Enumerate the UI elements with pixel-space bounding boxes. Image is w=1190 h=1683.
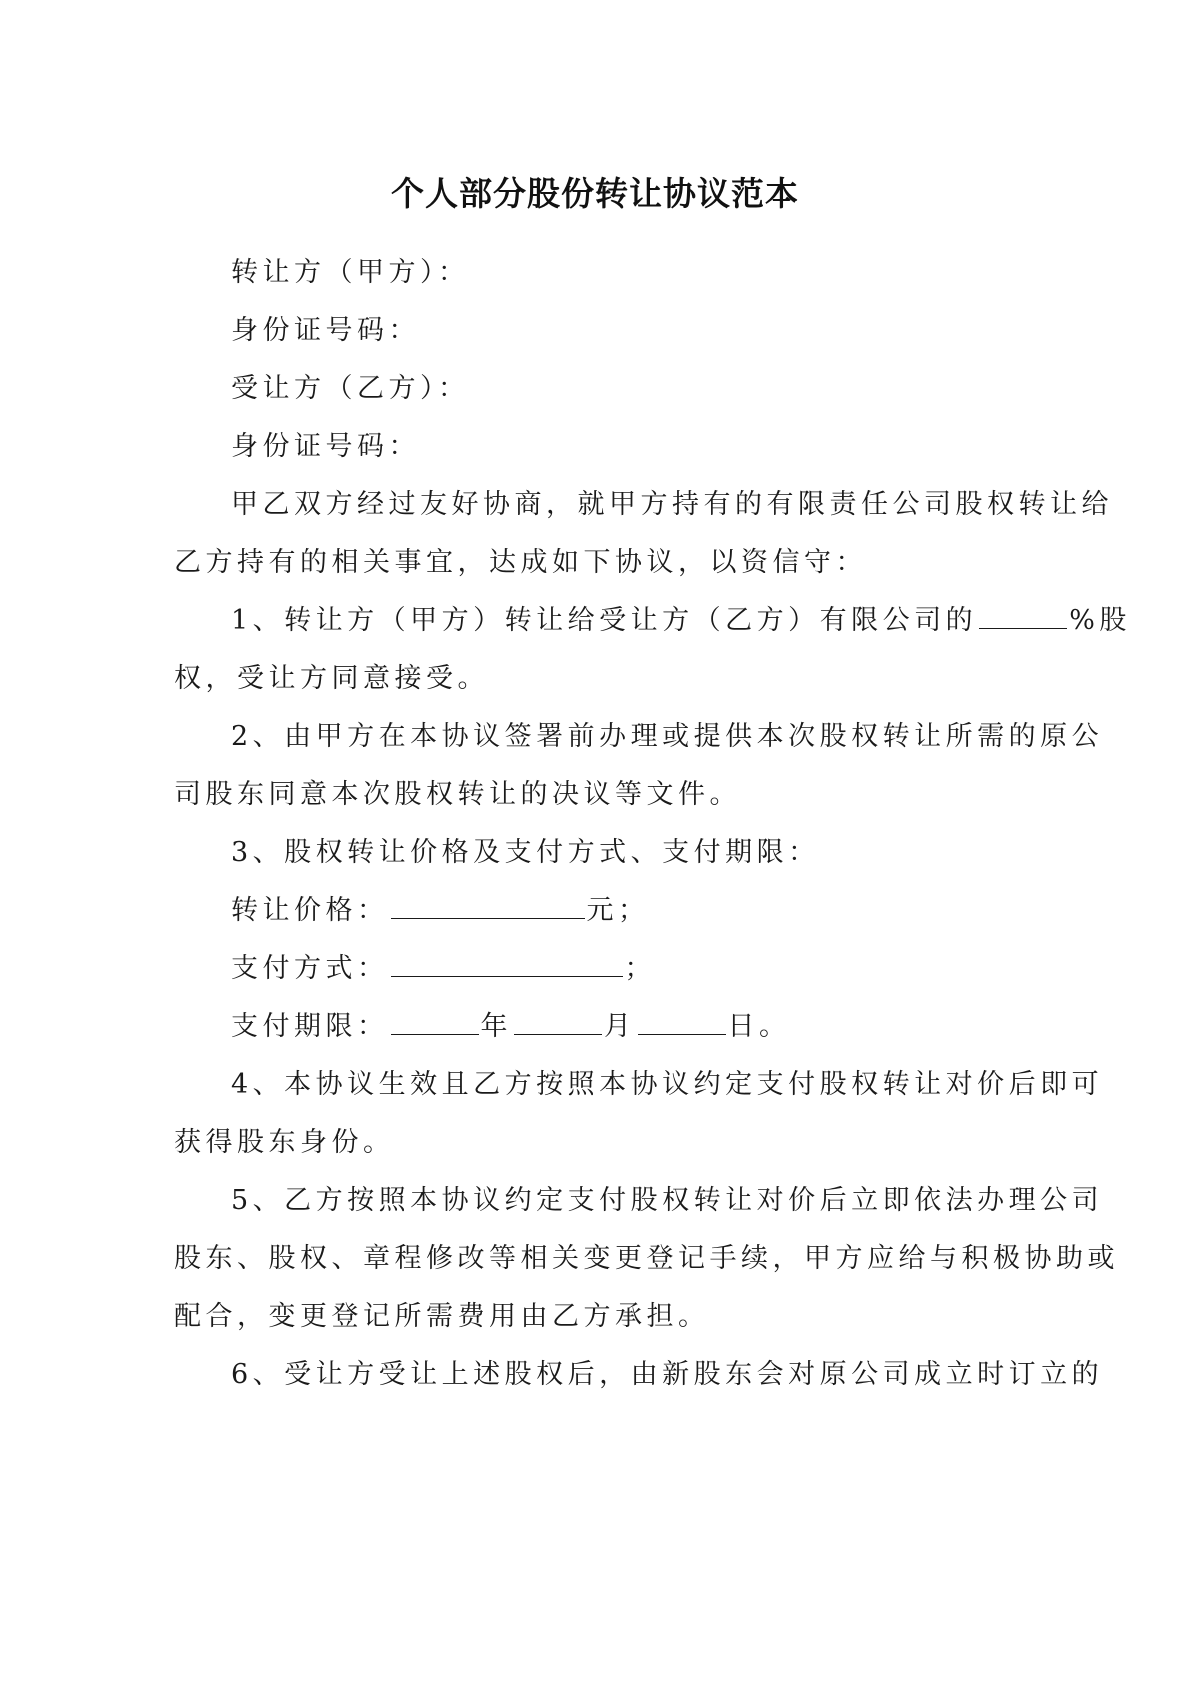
transferee-field: 受让方（乙方）： — [231, 373, 470, 404]
clause-6-line-1: 6、受让方受让上述股权后，由新股东会对原公司成立时订立的 — [231, 1359, 1104, 1390]
transferor-field: 转让方（甲方）： — [231, 257, 470, 288]
clause-3-line-1: 3、股权转让价格及支付方式、支付期限： — [231, 837, 820, 868]
year-label: 年 — [480, 1011, 512, 1042]
deadline-label: 支付期限： — [231, 1011, 389, 1042]
deadline-line — [231, 1004, 791, 1043]
share-percent-blank — [979, 602, 1067, 629]
price-line — [231, 888, 650, 927]
transferor-id-field: 身份证号码： — [231, 315, 420, 346]
clause-1-line-2: 权，受让方同意接受。 — [174, 663, 489, 694]
price-unit: 元； — [586, 895, 650, 926]
price-label: 转让价格： — [231, 895, 389, 926]
clause-2-line-2: 司股东同意本次股权转让的决议等文件。 — [174, 779, 741, 810]
clause-4-line-1: 4、本协议生效且乙方按照本协议约定支付股权转让对价后即可 — [231, 1069, 1104, 1100]
intro-line-1: 甲乙双方经过友好协商，就甲方持有的有限责任公司股权转让给 — [231, 489, 1113, 520]
clause-1-text: 1、转让方（甲方）转让给受让方（乙方）有限公司的 — [231, 605, 978, 636]
clause-5-line-3: 配合，变更登记所需费用由乙方承担。 — [174, 1301, 710, 1332]
method-blank — [391, 950, 623, 977]
clause-1-percent-text: %股 — [1069, 605, 1131, 636]
clause-2-line-1: 2、由甲方在本协议签署前办理或提供本次股权转让所需的原公 — [231, 721, 1104, 752]
clause-5-line-1: 5、乙方按照本协议约定支付股权转让对价后立即依法办理公司 — [231, 1185, 1104, 1216]
price-blank — [391, 892, 585, 919]
year-blank — [391, 1008, 479, 1035]
clause-1-line-1 — [231, 598, 1131, 637]
method-end: ； — [624, 953, 656, 984]
document-title: 个人部分股份转让协议范本 — [391, 174, 799, 213]
transferee-id-field: 身份证号码： — [231, 431, 420, 462]
month-label: 月 — [604, 1011, 636, 1042]
month-blank — [514, 1008, 602, 1035]
clause-5-line-2: 股东、股权、章程修改等相关变更登记手续，甲方应给与积极协助或 — [174, 1243, 1119, 1274]
method-line — [231, 946, 656, 985]
day-label: 日。 — [727, 1011, 791, 1042]
intro-line-2: 乙方持有的相关事宜，达成如下协议，以资信守： — [174, 547, 867, 578]
clause-4-line-2: 获得股东身份。 — [174, 1127, 395, 1158]
day-blank — [638, 1008, 726, 1035]
method-label: 支付方式： — [231, 953, 389, 984]
